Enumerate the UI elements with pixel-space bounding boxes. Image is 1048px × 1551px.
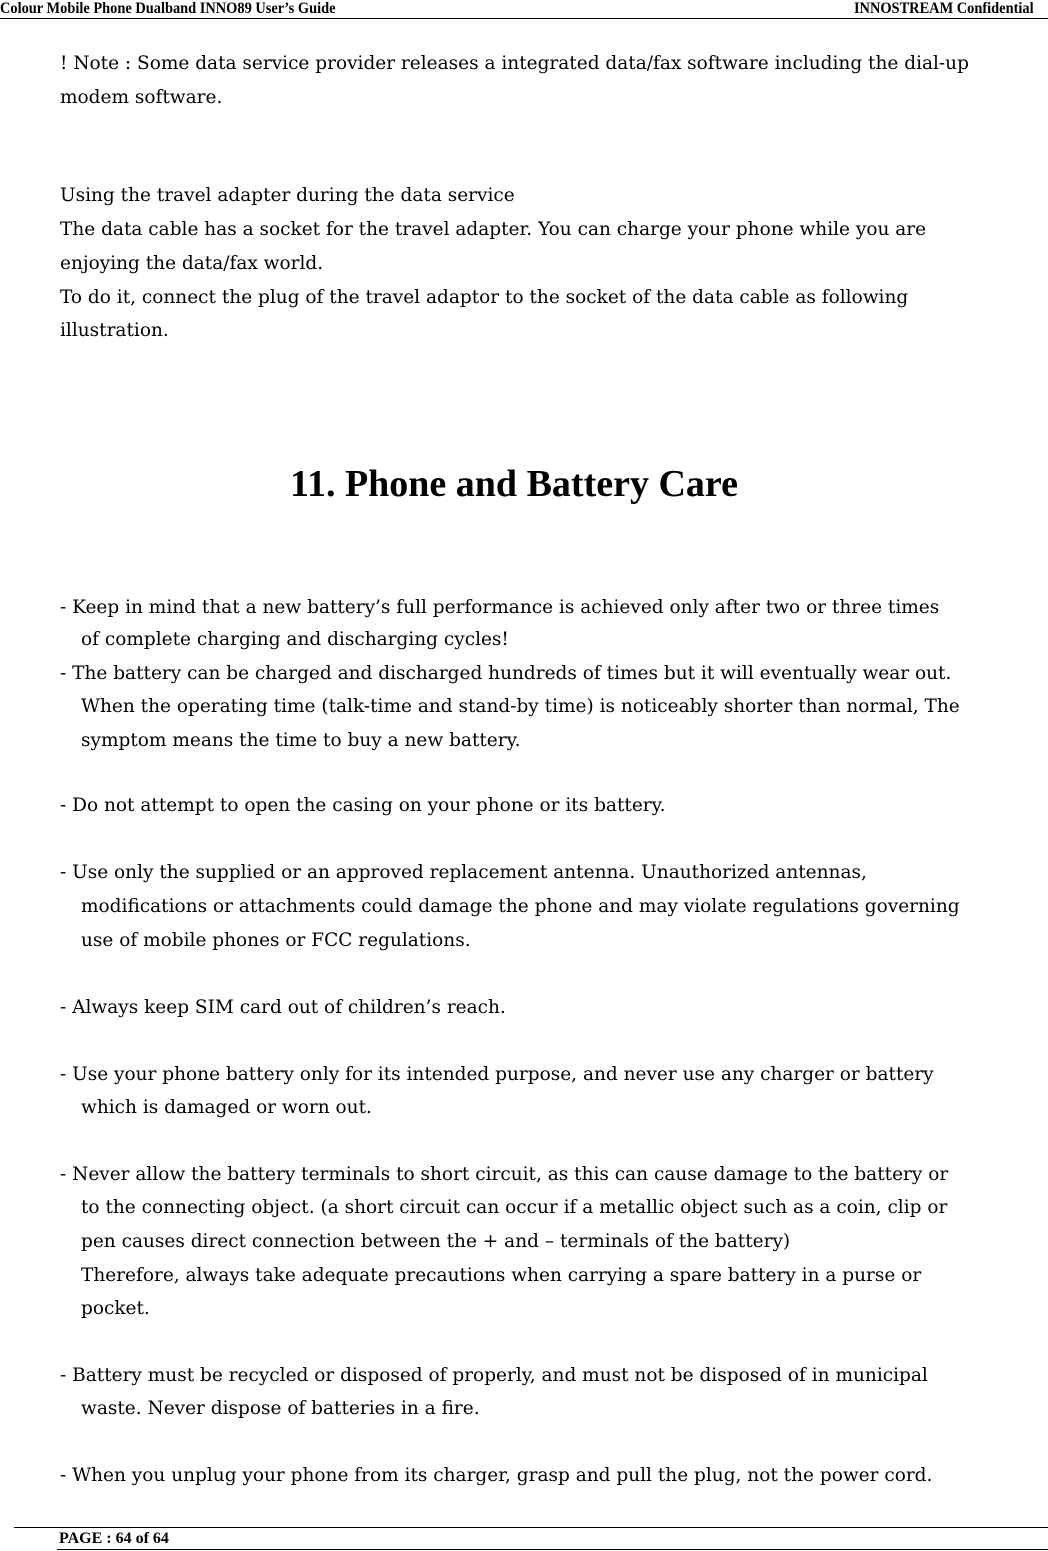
care-line: When the operating time (talk-time and stand-by time) is noticeably shorter than normal, The [81,696,960,717]
note-line: modem software. [60,87,223,108]
care-item: - Use only the supplied or an approved replacement antenna. Unauthorized antennas, [60,862,867,883]
care-line: pen causes direct connection between the + and – terminals of the battery) [81,1231,791,1252]
care-line: use of mobile phones or FCC regulations. [81,930,471,951]
care-item: - Do not attempt to open the casing on your phone or its battery. [60,795,666,816]
section-title: 11. Phone and Battery Care [290,463,738,505]
note-line: ! Note : Some data service provider releases a integrated data/fax software including the dial-up [60,53,969,74]
care-item: - Keep in mind that a new battery’s full performance is achieved only after two or three times [60,597,940,618]
travel-line: The data cable has a socket for the travel adapter. You can charge your phone while you are [60,219,927,240]
care-item: - Never allow the battery terminals to short circuit, as this can cause damage to the battery or [60,1164,949,1185]
care-item: - The battery can be charged and discharged hundreds of times but it will eventually wear out. [60,663,952,684]
care-line: to the connecting object. (a short circuit can occur if a metallic object such as a coin, clip or [81,1197,948,1218]
travel-line: illustration. [60,320,169,341]
care-line: Therefore, always take adequate precautions when carrying a spare battery in a purse or [81,1265,922,1286]
footer-rule-top [14,1527,1048,1528]
care-line: which is damaged or worn out. [81,1097,372,1118]
travel-heading: Using the travel adapter during the data service [60,185,515,206]
care-item: - Always keep SIM card out of children’s reach. [60,997,506,1018]
care-item: - Battery must be recycled or disposed of properly, and must not be disposed of in municipal [60,1365,928,1386]
care-line: symptom means the time to buy a new battery. [81,730,521,751]
care-item: - When you unplug your phone from its charger, grasp and pull the plug, not the power cord. [60,1465,933,1486]
header-title: Colour Mobile Phone Dualband INNO89 User’s Guide [0,0,336,17]
footer-rule-bottom [57,1549,1048,1550]
care-line: pocket. [81,1298,150,1319]
care-line: modifications or attachments could damage the phone and may violate regulations governing [81,896,960,917]
care-line: waste. Never dispose of batteries in a fire. [81,1398,480,1419]
travel-line: To do it, connect the plug of the travel adaptor to the socket of the data cable as following [60,287,909,308]
travel-line: enjoying the data/fax world. [60,253,324,274]
care-line: of complete charging and discharging cycles! [81,629,509,650]
page-number: PAGE : 64 of 64 [59,1530,169,1547]
header-confidential: INNOSTREAM Confidential [854,0,1034,17]
header-rule [0,18,1048,19]
care-item: - Use your phone battery only for its intended purpose, and never use any charger or battery [60,1064,934,1085]
